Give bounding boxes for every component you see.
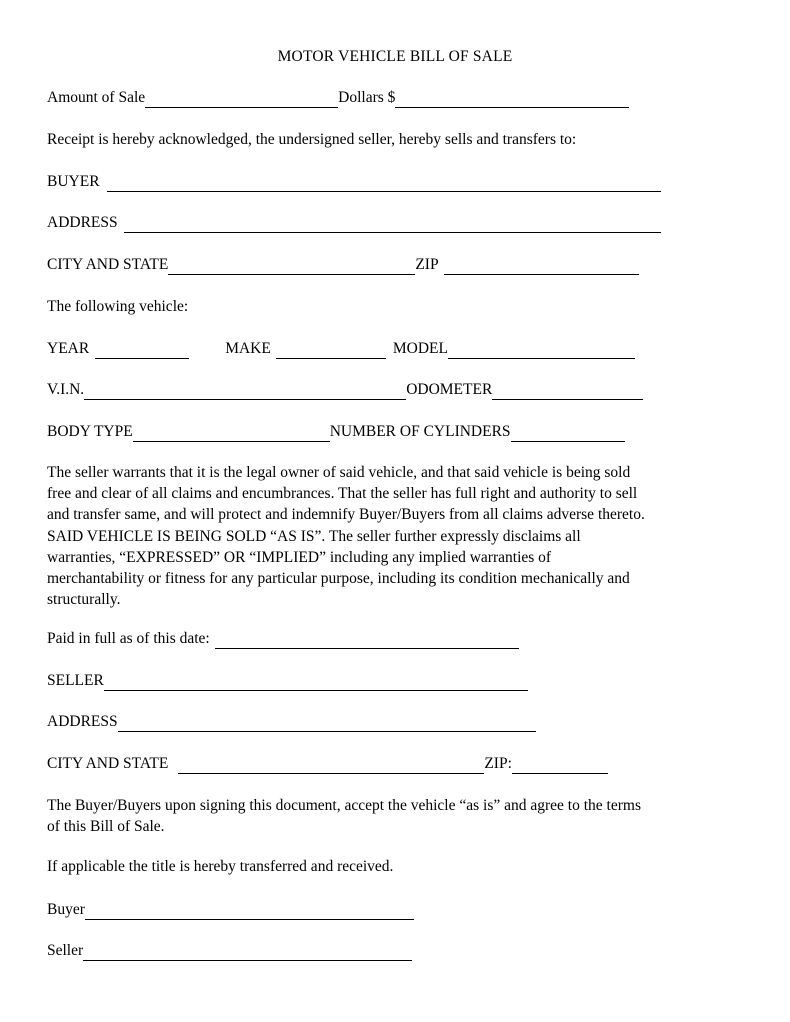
cylinders-field[interactable] xyxy=(511,427,625,442)
buyer-city-state-label: CITY AND STATE xyxy=(47,256,169,273)
buyer-address-label: ADDRESS xyxy=(47,214,118,231)
seller-address-row xyxy=(47,712,536,732)
title-transfer-row xyxy=(47,857,393,877)
acceptance-line: The Buyer/Buyers upon signing this document, accept the vehicle “as is” and agree to the terms xyxy=(47,797,641,814)
warranty-line: The seller warrants that it is the legal owner of said vehicle, and that said vehicle is being sold xyxy=(47,464,631,481)
buyer-address-row xyxy=(47,213,661,233)
buyer-signature-row xyxy=(47,900,414,920)
vin-label: V.I.N. xyxy=(47,381,85,398)
seller-signature-label: Seller xyxy=(47,942,84,959)
seller-field[interactable] xyxy=(104,676,528,691)
seller-city-row xyxy=(47,754,608,774)
receipt-text: Receipt is hereby acknowledged, the undersigned seller, hereby sells and transfers to: xyxy=(47,131,577,148)
year-make-model-row xyxy=(47,339,635,359)
cylinders-label: NUMBER OF CYLINDERS xyxy=(329,423,511,440)
dollars-label: Dollars $ xyxy=(338,89,396,106)
seller-address-label: ADDRESS xyxy=(47,713,118,730)
amount-label: Amount of Sale xyxy=(47,89,146,106)
seller-address-field[interactable] xyxy=(118,717,536,732)
dollars-field[interactable] xyxy=(395,93,629,108)
warranty-line: warranties, “EXPRESSED” OR “IMPLIED” including any implied warranties of xyxy=(47,548,552,566)
buyer-city-row xyxy=(47,255,639,275)
buyer-label: BUYER xyxy=(47,173,100,190)
odometer-label: ODOMETER xyxy=(406,381,493,398)
body-cylinders-row xyxy=(47,422,625,442)
make-field[interactable] xyxy=(276,344,386,359)
body-type-label: BODY TYPE xyxy=(47,423,133,440)
warranty-line: SAID VEHICLE IS BEING SOLD “AS IS”. The seller further expressly disclaims all xyxy=(47,527,581,545)
title-transfer-text: If applicable the title is hereby transferred and received. xyxy=(47,858,394,875)
body-type-field[interactable] xyxy=(133,427,330,442)
amount-row xyxy=(47,88,629,108)
vin-field[interactable] xyxy=(84,385,406,400)
odometer-field[interactable] xyxy=(492,385,643,400)
buyer-city-state-field[interactable] xyxy=(168,260,415,275)
year-label: YEAR xyxy=(47,340,90,357)
paid-label: Paid in full as of this date: xyxy=(47,630,210,647)
seller-row xyxy=(47,671,528,691)
seller-zip-label: ZIP: xyxy=(484,755,512,772)
seller-signature-row xyxy=(47,941,412,961)
year-field[interactable] xyxy=(95,344,189,359)
warranty-paragraph xyxy=(47,462,747,610)
paid-date-field[interactable] xyxy=(215,634,519,649)
buyer-signature-label: Buyer xyxy=(47,901,85,918)
buyer-field[interactable] xyxy=(107,177,661,192)
model-field[interactable] xyxy=(448,344,635,359)
warranty-line: free and clear of all claims and encumbrances. That the seller has full right and authority to sell xyxy=(47,485,638,503)
buyer-row xyxy=(47,172,661,192)
vin-odometer-row xyxy=(47,380,643,400)
make-label: MAKE xyxy=(225,340,271,357)
buyer-zip-label: ZIP xyxy=(415,256,439,273)
warranty-line: and transfer same, and will protect and indemnify Buyer/Buyers from all claims adverse thereto. xyxy=(47,506,645,524)
seller-label: SELLER xyxy=(47,672,104,689)
following-vehicle-row xyxy=(47,297,188,317)
seller-city-state-field[interactable] xyxy=(178,759,484,774)
seller-zip-field[interactable] xyxy=(512,759,608,774)
warranty-line: structurally. xyxy=(47,591,121,609)
buyer-address-field[interactable] xyxy=(124,218,661,233)
following-vehicle-text: The following vehicle: xyxy=(47,298,189,315)
buyer-signature-field[interactable] xyxy=(85,905,414,920)
acceptance-line: of this Bill of Sale. xyxy=(47,818,165,836)
warranty-line: merchantability or fitness for any particular purpose, including its condition mechanically and xyxy=(47,570,630,588)
acceptance-paragraph xyxy=(47,795,747,837)
model-label: MODEL xyxy=(392,340,448,357)
seller-signature-field[interactable] xyxy=(83,946,412,961)
receipt-row xyxy=(47,130,576,150)
document-title: MOTOR VEHICLE BILL OF SALE xyxy=(277,48,513,65)
buyer-zip-field[interactable] xyxy=(444,260,639,275)
paid-row xyxy=(47,629,519,649)
amount-field[interactable] xyxy=(145,93,338,108)
seller-city-state-label: CITY AND STATE xyxy=(47,755,169,772)
